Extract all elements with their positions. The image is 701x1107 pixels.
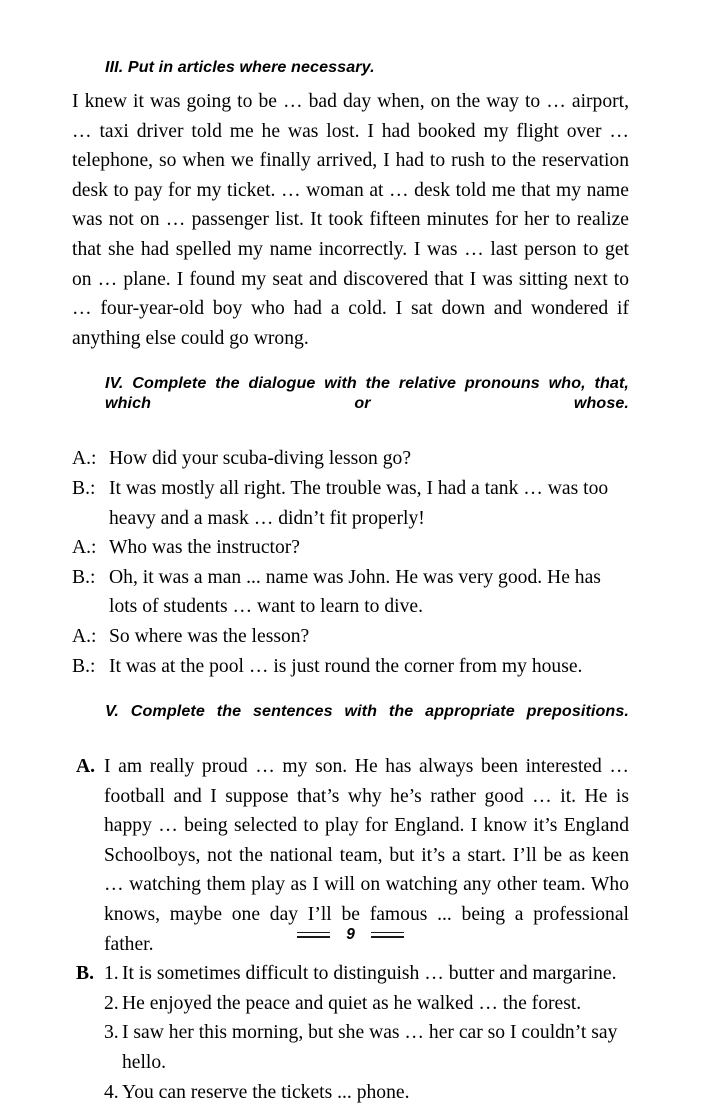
sentence-number: 4. xyxy=(104,1081,119,1103)
dialogue-line xyxy=(72,652,629,682)
dialogue-speaker: A.: xyxy=(72,448,97,470)
dialogue-text: How did your scuba-diving lesson go? xyxy=(109,448,412,470)
dialogue-text: So where was the lesson? xyxy=(109,625,310,647)
dialogue-speaker: A.: xyxy=(72,625,97,647)
exercise-heading-iii: III. Put in articles where necessary. xyxy=(105,58,375,76)
sentence-text: It is sometimes difficult to distinguish … butter and margarine. xyxy=(122,963,617,985)
dialogue-line xyxy=(72,474,629,533)
dialogue-line xyxy=(72,444,629,474)
dialogue-text: It was mostly all right. The trouble was, I had a tank … was too heavy and a mask … didn’t fit properly! xyxy=(109,477,609,529)
footer-rule-right-icon xyxy=(371,932,404,938)
sentence-text: He enjoyed the peace and quiet as he walked … the forest. xyxy=(122,992,582,1014)
dialogue-text: Oh, it was a man ... name was John. He was very good. He has lots of students … want to learn to dive. xyxy=(109,566,601,618)
exercise-v-part-b xyxy=(72,959,629,1107)
exercise-heading-v: V. Complete the sentences with the appropriate prepositions. xyxy=(105,702,629,721)
numbered-sentence xyxy=(104,1078,629,1107)
sentence-number: 1. xyxy=(104,963,119,985)
dialogue-speaker: B.: xyxy=(72,655,96,677)
dialogue-speaker: B.: xyxy=(72,477,96,499)
numbered-sentence xyxy=(104,989,629,1019)
numbered-sentence xyxy=(104,1018,629,1077)
sentence-number: 2. xyxy=(104,992,119,1014)
dialogue-speaker: A.: xyxy=(72,537,97,559)
exercise-heading-iv: IV. Complete the dialogue with the relative pronouns who, that, which or whose. xyxy=(105,374,629,413)
part-a-paragraph: I am really proud … my son. He has always been interested … football and I suppose that’s why he’s rather good … it. He is happy … being selected to play for England. I know it’s England Schoolboys, not the national team, but it’s a start. I’ll be as keen … watching them play as I will on watching any other team. Who knows, maybe one day I’ll be famous ... being a professional father. xyxy=(104,756,629,955)
page-number: 9 xyxy=(346,926,355,943)
dialogue-line xyxy=(72,622,629,652)
dialogue-speaker: B.: xyxy=(72,566,96,588)
numbered-sentence xyxy=(104,959,629,989)
part-label-b: B. xyxy=(76,963,94,985)
page-footer xyxy=(0,927,701,943)
dialogue-text: Who was the instructor? xyxy=(109,537,300,559)
sentence-text: You can reserve the tickets ... phone. xyxy=(122,1081,410,1103)
exercise-iv-dialogue xyxy=(72,444,629,681)
dialogue-line xyxy=(72,563,629,622)
part-b-body xyxy=(104,959,629,1107)
dialogue-line xyxy=(72,533,629,563)
sentence-number: 3. xyxy=(104,1022,119,1044)
exercise-iii-paragraph: I knew it was going to be … bad day when, on the way to … airport, … taxi driver told me he was lost. I had booked my flight over … telephone, so when we finally arrived, I had to rush to the reservation desk to pay for my ticket. … woman at … desk told me that my name was not on … passenger list. It took fifteen minutes for her to realize that she had spelled my name incorrectly. I was … last person to get on … plane. I found my seat and discovered that I was sitting next to … four-year-old boy who had a cold. I sat down and wondered if anything else could go wrong. xyxy=(72,91,629,349)
part-label-a: A. xyxy=(76,756,96,778)
footer-rule-left-icon xyxy=(297,932,330,938)
sentence-text: I saw her this morning, but she was … her car so I couldn’t say hello. xyxy=(122,1022,618,1074)
dialogue-text: It was at the pool … is just round the corner from my house. xyxy=(109,655,583,677)
